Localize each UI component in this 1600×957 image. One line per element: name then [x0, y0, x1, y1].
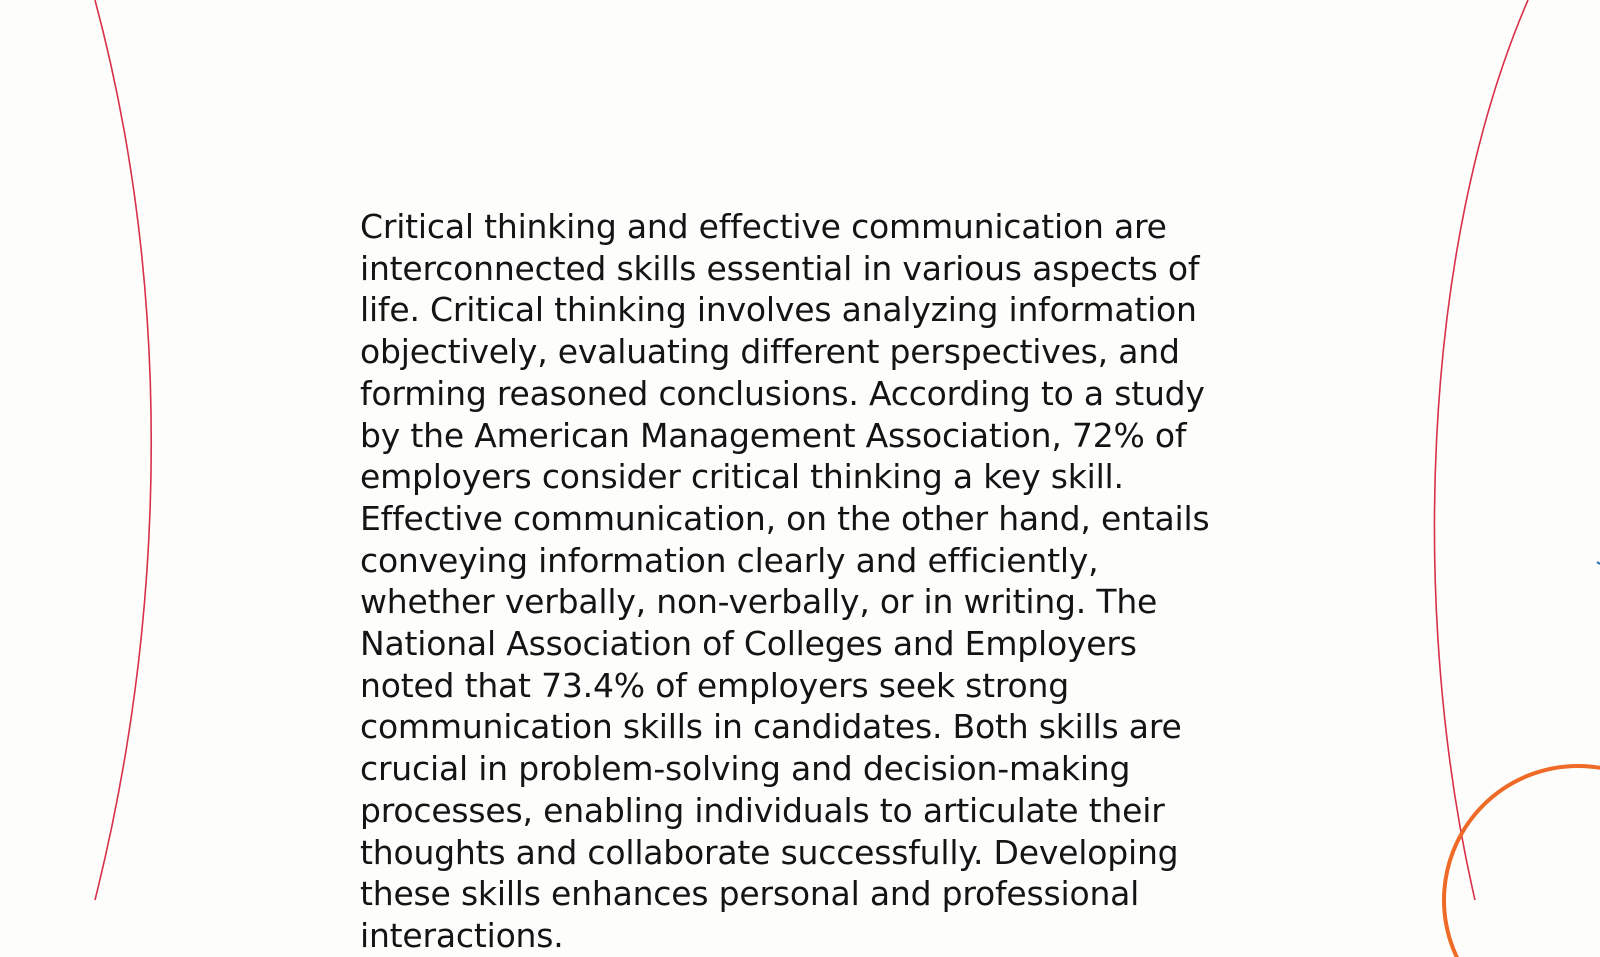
right-arc-line [1434, 0, 1528, 900]
left-arc-line [95, 0, 151, 900]
body-paragraph: Critical thinking and effective communication are interconnected skills essential in various aspects of life. Critical thinking involves analyzing information objectively, evaluating different perspectives, and forming reasoned conclusions. According to a study by the American Management Association, 72% of employers consider critical thinking a key skill. Effective communication, on the other hand, entails conveying information clearly and efficiently, whether verbally, non-verbally, or in writing. The National Association of Colleges and Employers noted that 73.4% of employers seek strong communication skills in candidates. Both skills are crucial in problem-solving and decision-making processes, enabling individuals to articulate their thoughts and collaborate successfully. Developing these skills enhances personal and professional interactions. [360, 207, 1210, 955]
